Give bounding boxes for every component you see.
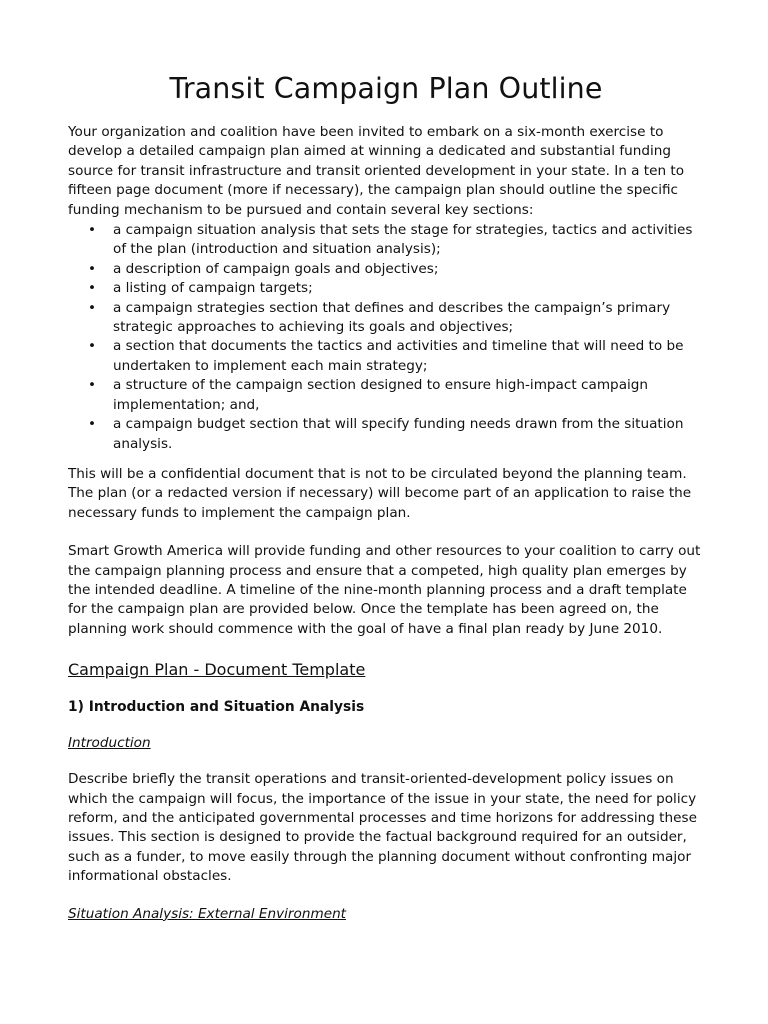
- bullet-marker: •: [88, 377, 97, 394]
- list-item: [68, 279, 704, 298]
- list-item: [68, 415, 704, 454]
- document-title: Transit Campaign Plan Outline: [169, 72, 603, 105]
- list-item-text: a section that documents the tactics and activities and timeline that will need to be undertaken to implement each main strategy;: [113, 338, 684, 374]
- list-item-text: a campaign situation analysis that sets the stage for strategies, tactics and activities of the plan (introduction and situation analysis);: [113, 222, 693, 258]
- list-item: [68, 260, 704, 279]
- list-item-text: a listing of campaign targets;: [113, 280, 313, 297]
- list-item: [68, 376, 704, 415]
- bullet-marker: •: [88, 416, 97, 433]
- intro-paragraph: Your organization and coalition have been invited to embark on a six-month exercise to develop a detailed campaign plan aimed at winning a dedicated and substantial funding source for transit infrastructure and transit oriented development in your state. In a ten to fifteen page document (more if necessary), the campaign plan should outline the specific funding mechanism to be pursued and contain several key sections:: [68, 124, 685, 218]
- list-item-text: a campaign budget section that will specify funding needs drawn from the situation analysis.: [113, 416, 684, 452]
- list-item-text: a structure of the campaign section designed to ensure high-impact campaign implementation; and,: [113, 377, 649, 413]
- bullet-marker: •: [88, 299, 97, 316]
- list-item-text: a campaign strategies section that defines and describes the campaign’s primary strategic approaches to achieving its goals and objectives;: [113, 299, 671, 336]
- list-item: [68, 299, 704, 338]
- situation-analysis-label: Situation Analysis: External Environment: [68, 905, 347, 922]
- introduction-label: Introduction: [68, 735, 151, 752]
- bullet-marker: •: [88, 338, 97, 355]
- section-1-heading: 1) Introduction and Situation Analysis: [68, 699, 365, 716]
- list-item-text: a description of campaign goals and objectives;: [113, 260, 439, 277]
- bullet-marker: •: [88, 260, 97, 277]
- document-page: [68, 0, 704, 924]
- bullet-marker: •: [88, 280, 97, 297]
- confidential-paragraph: This will be a confidential document that is not to be circulated beyond the planning team. The plan (or a redacted version if necessary) will become part of an application to raise the necessary funds to implement the campaign plan.: [68, 465, 692, 521]
- template-heading: Campaign Plan - Document Template: [68, 660, 366, 680]
- key-sections-list: [68, 221, 704, 454]
- sga-paragraph: Smart Growth America will provide funding and other resources to your coalition to carry out the campaign planning process and ensure that a competed, high quality plan emerges by the intended deadline. A timeline of the nine-month planning process and a draft template for the campaign plan are provided below. Once the template has been agreed on, the planning work should commence with the goal of have a final plan ready by June 2010.: [68, 543, 701, 637]
- describe-paragraph: Describe briefly the transit operations and transit-oriented-development policy issues on which the campaign will focus, the importance of the issue in your state, the need for policy reform, and the anticipated governmental processes and time horizons for addressing these issues. This section is designed to provide the factual background required for an outsider, such as a funder, to move easily through the planning document without confronting major informational obstacles.: [68, 771, 697, 885]
- list-item: [68, 221, 704, 260]
- list-item: [68, 337, 704, 376]
- bullet-marker: •: [88, 222, 97, 239]
